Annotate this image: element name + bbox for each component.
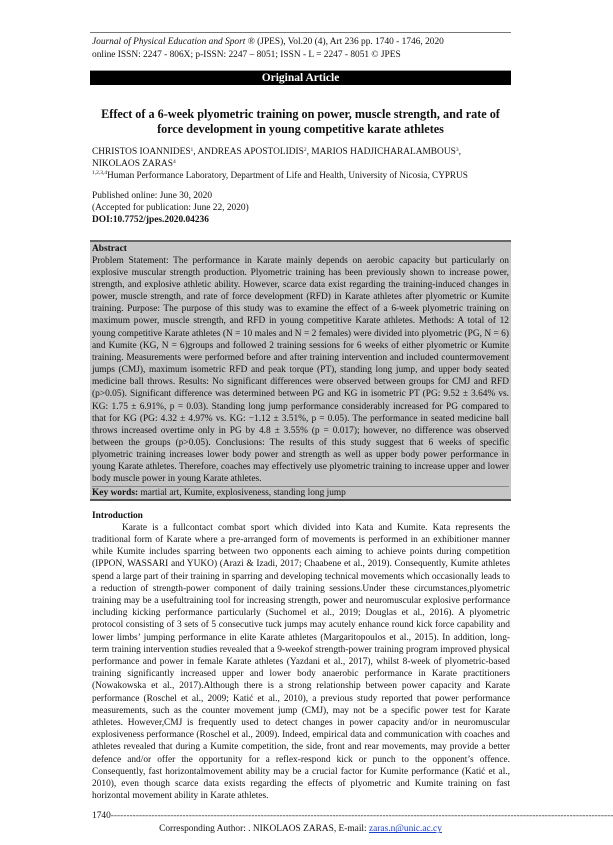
introduction-text: Karate is a fullcontact combat sport which divided into Kata and Kumite. Kata represents the traditional form of Karate where a pre-arranged form of movements is performed in an exhibitioner manner while Kumite includes sparring between two opponents each aiming to achieve points during competition (IPPON, WASSARI and YUKO) (Arazi & Izadi, 2017; Chaabene et al., 2019). Consequently, Kumite athletes spend a large part of their training in sparring and developing technical movements which occasionally leads to a reduction of strength-power component of daily training sessions.Under these circumstances,plyometric training may be a usefultraining tool for increasing strength, power and neuromuscular explosive performance including kicking performance particularly (Suchomel et al., 2019; Douglas et al., 2016). A plyometric protocol consisting of 3 sets of 5 consecutive tuck jumps may acutely enhance round kick force capability and lower limbs’ jumping performance in elite Karate athletes (Margaritopoulos et al., 2015). In addition, long-term training intervention studies revealed that a 9-weekof strength-power training program improved physical performance and power in female Karate athletes (Yazdani et al., 2017), whilst 8-week of plyometric-based training significantly increased upper and lower body anaerobic performance in Karate practitioners (Nowakowska et al., 2017).Although there is a strong relationship between power capacity and Karate performance (Roschel et al., 2009; Katić et al., 2010), a previous study reported that power performance measurements, such as the counter movement jump (CMJ), may not be a specific power test for Karate athletes. However,CMJ is frequently used to detect changes in power capacity and/or in neuromuscular explosiveness performance (Roschel et al., 2009). Indeed, empirical data and communication with coaches and athletes revealed that during a Kumite competition, the side, front and rear movements, may provide a better defence and/or offer the opportunity for a reflex-respond kick or punch to the opponent’s offence. Consequently, fast horizontalmovement ability may be a crucial factor for Kumite performance (Katić et al., 2010), even though scarce data exists regarding the effects of plyometric and Kumite training on fast horizontal movement ability in Karate athletes.: [92, 522, 510, 802]
accepted-date: (Accepted for publication: June 22, 2020): [92, 202, 249, 213]
author-list: CHRISTOS IOANNIDES$^1$, ANDREAS APOSTOLIDIS$^2$, MARIOS HADJICHARALAMBOUS$^3$, NIKOLAOS ZARAS$^4$ $^{1,2,3,4}$Human Performance Laboratory, Department of Life and Health, University of Nicosia, CYPRUS: [90, 147, 510, 182]
abstract-box: [90, 240, 511, 501]
article-title: Effect of a 6-week plyometric training on power, muscle strength, and rate of force development in young competitive karate athletes: [101, 107, 500, 136]
doi: DOI:10.7752/jpes.2020.04236: [92, 214, 209, 225]
footer-dash-rule: -----------------------------------------------------------------------------------------------------------------------------------------------------------------: [110, 811, 613, 822]
affiliation: [92, 170, 510, 182]
section-banner: Original Article: [90, 70, 511, 85]
affiliation-sup: 1,2,3,4: [92, 170, 108, 176]
author: ANDREAS APOSTOLIDIS: [197, 147, 304, 157]
paper-page: [90, 0, 613, 845]
page-footer: [90, 810, 613, 822]
author-sup: 4: [173, 158, 176, 165]
corresponding-label: Corresponding Author: . NIKOLAOS ZARAS, E-mail:: [159, 824, 369, 835]
keywords-text: martial art, Kumite, explosiveness, standing long jump: [138, 487, 346, 498]
introduction-heading: Introduction: [92, 510, 143, 521]
abstract-heading: Abstract: [92, 243, 127, 254]
page-number: 1740: [92, 811, 111, 822]
header-rule: [90, 32, 511, 33]
corresponding-author: [90, 823, 511, 835]
author-sup: 1: [190, 147, 194, 153]
author: NIKOLAOS ZARAS: [92, 158, 173, 169]
author: CHRISTOS IOANNIDES: [92, 147, 191, 157]
author-sup: 2: [303, 147, 307, 153]
journal-volume: ® (JPES), Vol.20 (4), Art 236 pp. 1740 - 1746, 2020: [245, 37, 444, 47]
keywords: [92, 486, 509, 499]
author: MARIOS HADJICHARALAMBOUS: [311, 147, 456, 157]
abstract-text: Problem Statement: The performance in Karate mainly depends on aerobic capacity but particularly on explosive muscular strength production. Plyometric training has been previously shown to increase power, strength, and explosive athletic ability. However, scarce data exist regarding the training-induced changes in power, muscle strength, and rate of force development (RFD) in Karate athletes after plyometric or Kumite training. Purpose: The purpose of this study was to examine the effect of a 6-week plyometric training on maximum power, muscle strength, and RFD in young competitive Karate athletes. Methods: A total of 12 young competitive Karate athletes (N = 10 males and N = 2 females) were divided into plyometric (PG, N = 6) and Kumite (KG, N = 6)groups and followed 2 training sessions for 6 weeks of either plyometric or Kumite training. Measurements were performed before and after training intervention and included countermovement jumps (CMJ), maximum isometric RFD and peak torque (PT), standing long jump, and upper body seated medicine ball throws. Results: No significant differences were observed between groups for CMJ and RFD (p>0.05). Significant difference was determined between PG and KG in isometric PT (PG: 9.52 ± 3.64% vs. KG: 1.75 ± 6.91%, p = 0.03). Standing long jump performance considerably increased for PG compared to that for KG (PG: 4.32 ± 4.97% vs. KG: −1.12 ± 3.51%, p = 0.05). The performance in seated medicine ball throws increased overtime only in PG by 4.8 ± 3.55% (p = 0.017); however, no difference was observed between the groups (p>0.05). Conclusions: The results of this study suggest that 6 weeks of specific plyometric training increases lower body power and strength as well as upper body power performance in young Karate athletes. Therefore, coaches may effectively use plyometric training to increase upper and lower body muscle power in young Karate athletes.: [92, 255, 509, 485]
email-link[interactable]: zaras.n@unic.ac.cy: [368, 824, 442, 835]
journal-issn: online ISSN: 2247 - 806X; p-ISSN: 2247 – 8051; ISSN - L = 2247 - 8051 © JPES: [92, 49, 401, 60]
author-sup: 3: [455, 147, 459, 153]
journal-header: [90, 36, 511, 61]
affiliation-text: Human Performance Laboratory, Department of Life and Health, University of Nicosia, CYPRUS: [107, 170, 468, 180]
journal-name: Journal of Physical Education and Sport: [92, 37, 246, 47]
keywords-label: Key words:: [92, 487, 139, 498]
publication-info: [90, 190, 511, 226]
published-date: Published online: June 30, 2020: [92, 190, 213, 201]
